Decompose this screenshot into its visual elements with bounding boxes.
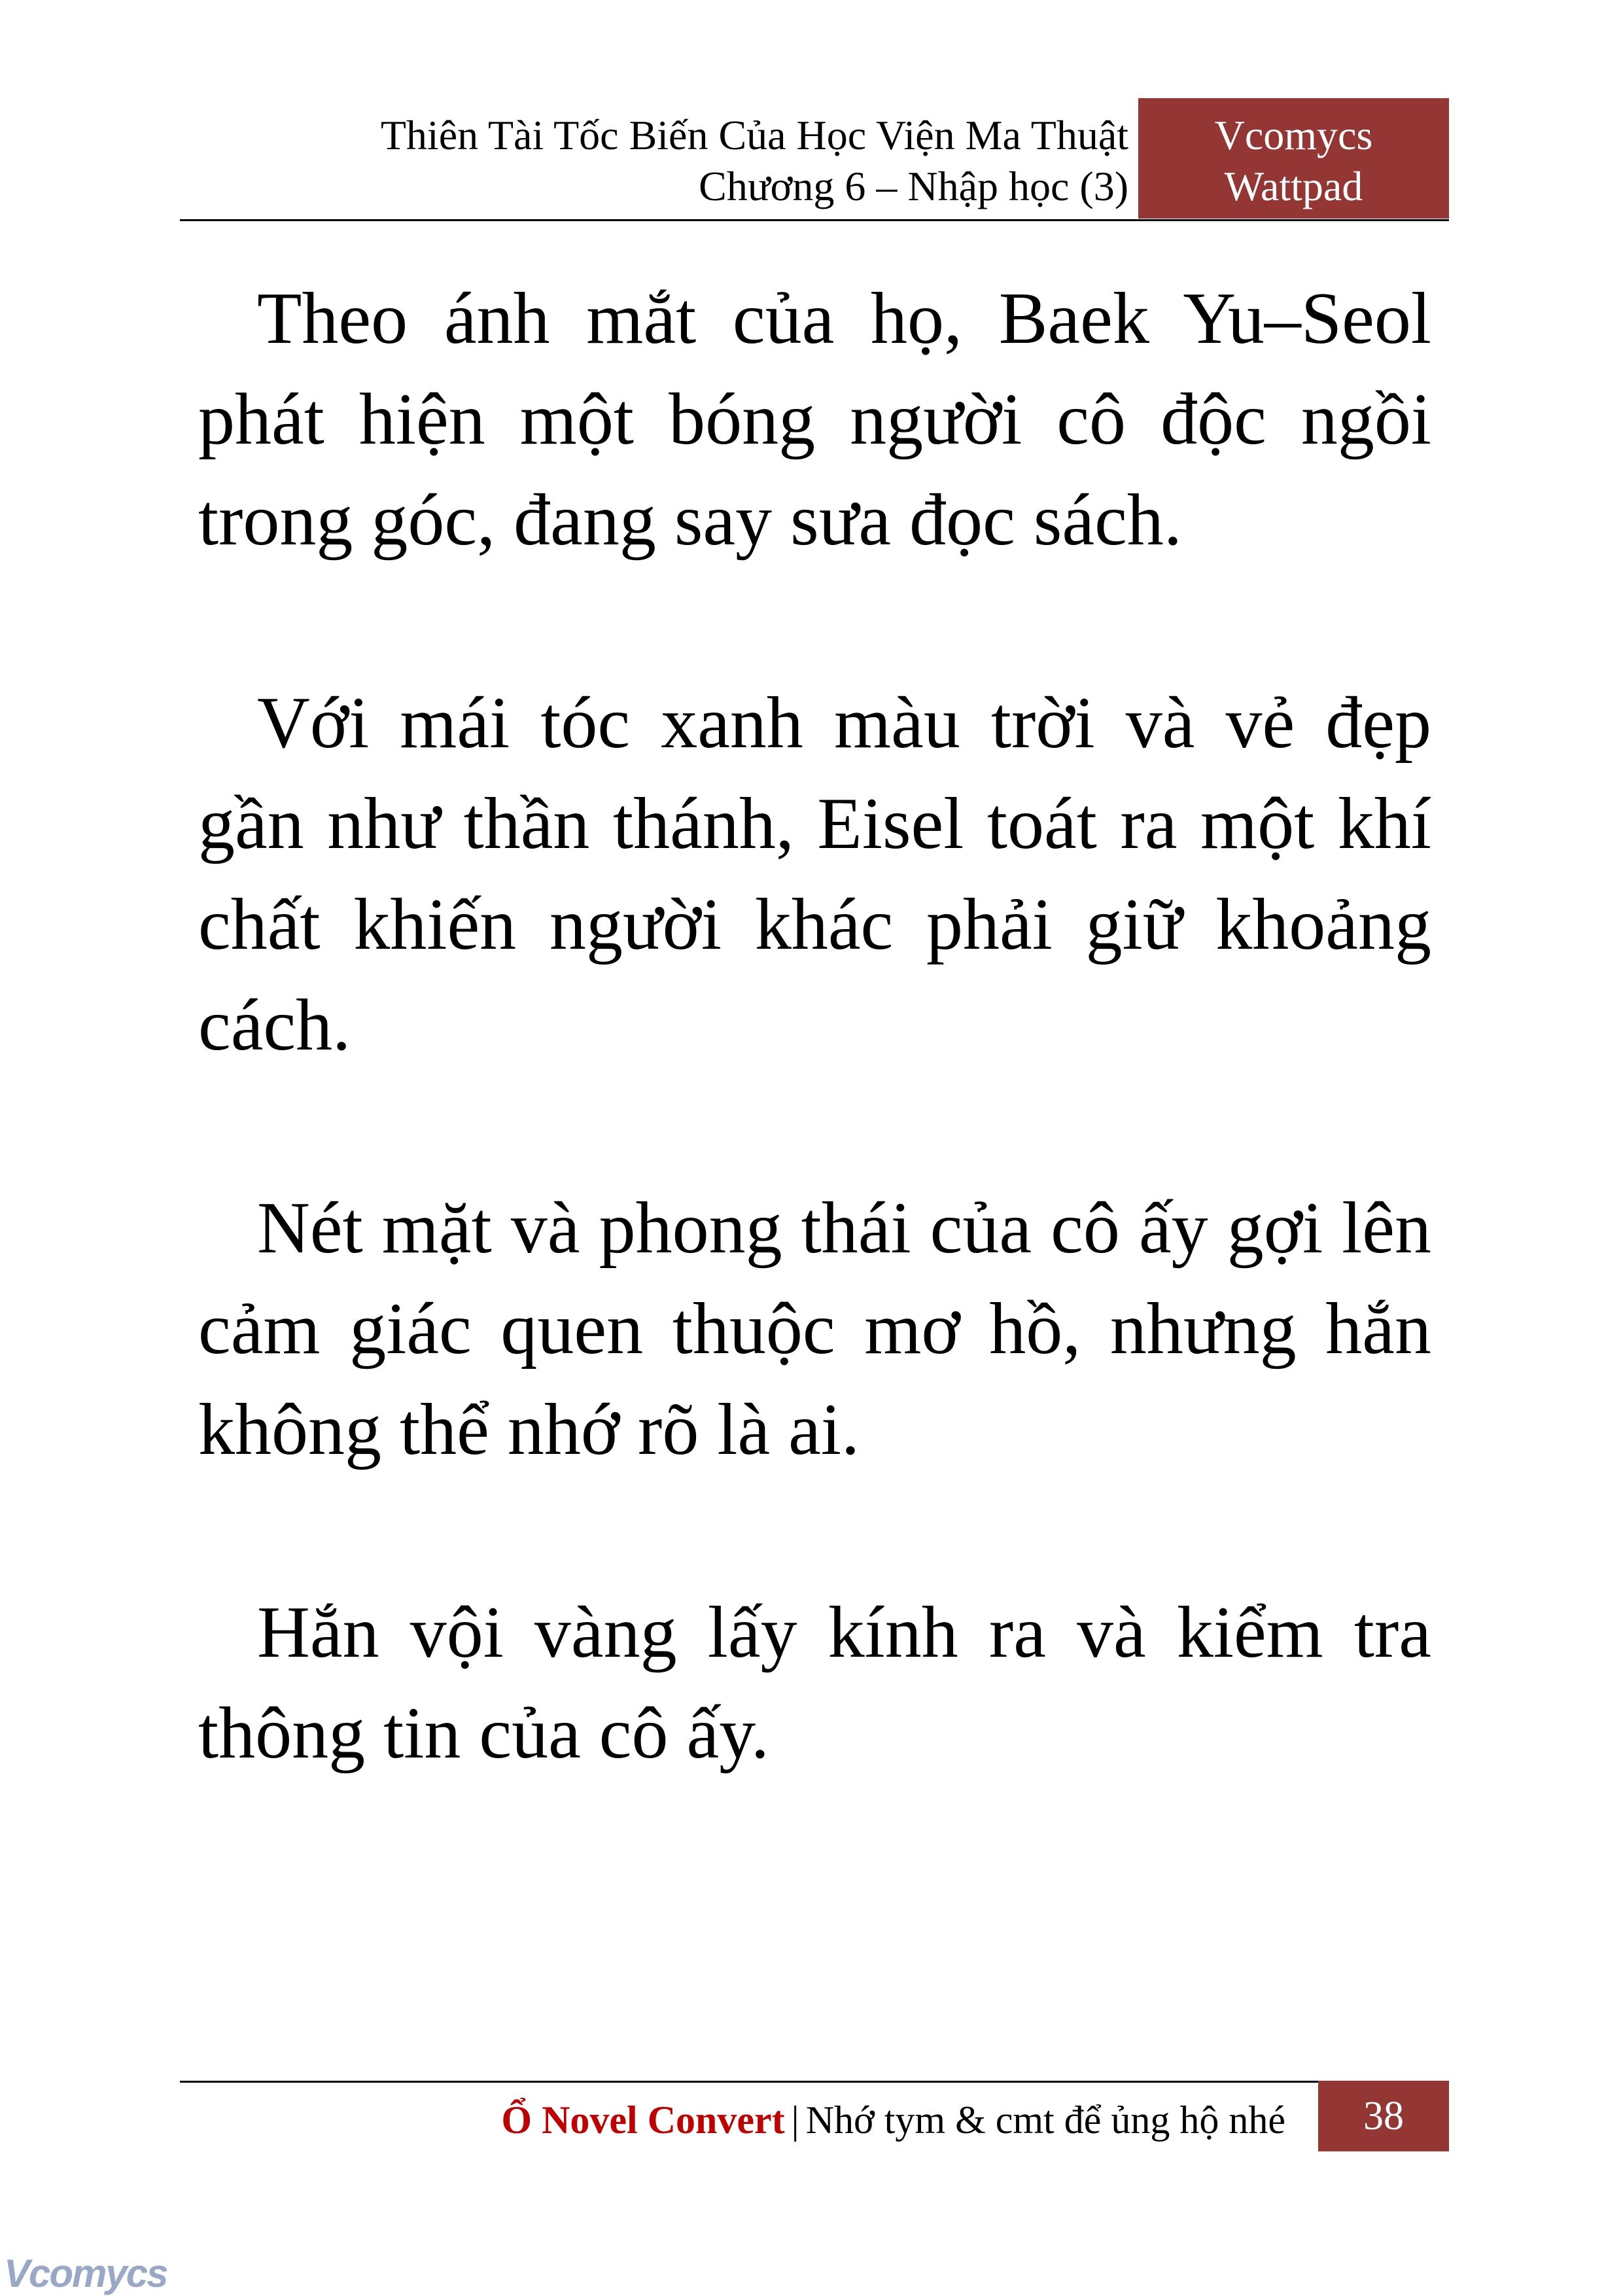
paragraph-4: Hắn vội vàng lấy kính ra và kiểm tra thông tin của cô ấy. bbox=[198, 1592, 1431, 1774]
paragraph-1: Theo ánh mắt của họ, Baek Yu–Seol phát hiện một bóng người cô độc ngồi trong góc, đang say sưa đọc sách. bbox=[198, 278, 1431, 561]
book-title: Thiên Tài Tốc Biến Của Học Viện Ma Thuật bbox=[380, 112, 1128, 158]
paragraph-2: Với mái tóc xanh màu trời và vẻ đẹp gần như thần thánh, Eisel toát ra một khí chất khiến người khác phải giữ khoảng cách. bbox=[198, 682, 1431, 1066]
header-brand-box bbox=[1138, 98, 1449, 219]
footer-brand: Ổ Novel Convert bbox=[501, 2098, 785, 2142]
watermark-logo: Vcomycs bbox=[4, 2252, 167, 2295]
footer-message: Nhớ tym & cmt để ủng hộ nhé bbox=[805, 2098, 1285, 2142]
footer-divider bbox=[180, 2081, 1449, 2083]
footer-text bbox=[501, 2095, 1285, 2145]
header-divider bbox=[180, 219, 1449, 221]
header-title-block bbox=[381, 110, 1128, 212]
page-number: 38 bbox=[1318, 2081, 1449, 2151]
header-brand-line2: Wattpad bbox=[1224, 163, 1363, 209]
page-footer bbox=[180, 2081, 1449, 2153]
footer-separator: | bbox=[791, 2098, 799, 2142]
chapter-title: Chương 6 – Nhập học (3) bbox=[699, 163, 1128, 209]
paragraph-3: Nét mặt và phong thái của cô ấy gợi lên cảm giác quen thuộc mơ hồ, nhưng hắn không thể nhớ rõ là ai. bbox=[198, 1188, 1431, 1470]
chapter-body bbox=[198, 268, 1431, 1886]
page-header bbox=[180, 98, 1449, 221]
header-brand-line1: Vcomycs bbox=[1214, 112, 1373, 158]
